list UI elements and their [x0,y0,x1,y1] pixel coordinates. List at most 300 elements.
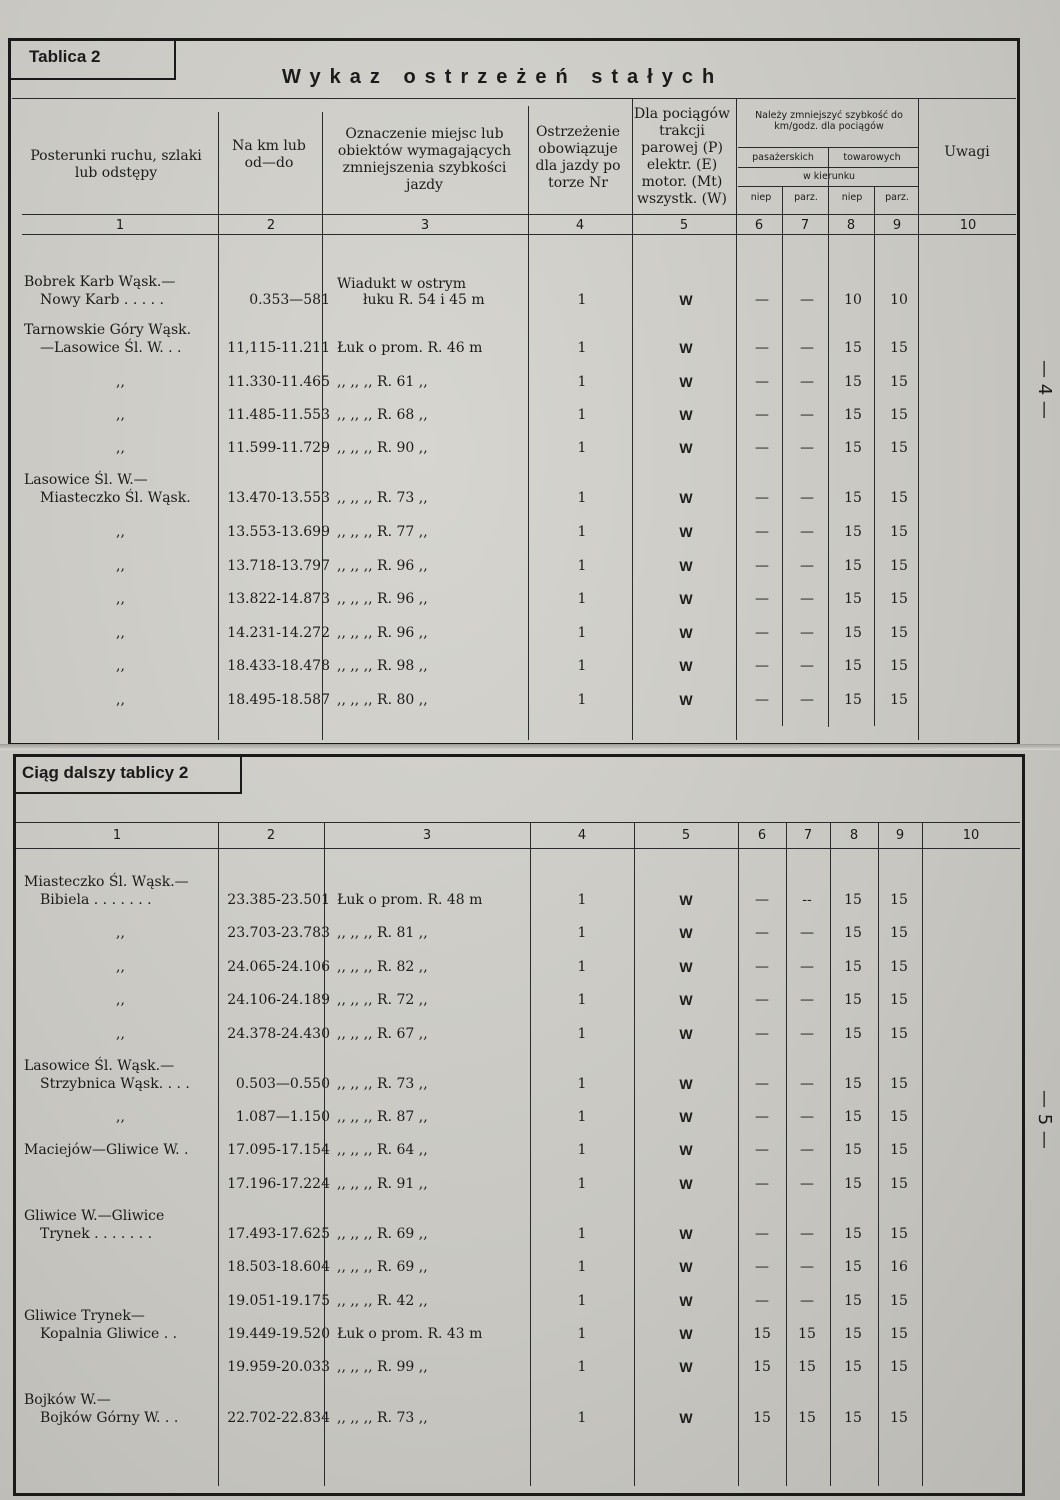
t1-num-5: 5 [679,218,689,233]
cell-post-line2: ,, [116,407,125,423]
hdr-col10: Uwagi [944,144,990,160]
cell-speed-9: 10 [890,292,908,308]
cell-traction: W [679,1259,693,1275]
hdr-speed-group: Należy zmniejszyć szybkość do km/godz. dla pociągów [755,110,903,132]
cell-track: 1 [577,1359,587,1375]
t2-num-10: 10 [962,828,980,843]
cell-track: 1 [577,1142,587,1158]
cell-speed-7: — [800,558,814,574]
cell-traction: W [679,1226,693,1242]
table-row [0,524,1060,552]
hdr-col5: Dla pociągów trakcji parowej (P) elektr. (E) motor. (Mt) wszystk. (W) [634,106,730,207]
t1-num-2: 2 [266,218,276,233]
hdr-parz-9: parz. [885,192,909,203]
table-row [0,1142,1060,1170]
table-row [0,1058,1060,1104]
cell-track: 1 [577,558,587,574]
cell-post-line2: Bojków Górny W. . . [40,1410,179,1426]
cell-speed-8: 15 [844,440,862,456]
cell-post-line1: Gliwice W.—Gliwice [24,1208,165,1224]
table-row [0,440,1060,468]
cell-speed-9: 15 [890,692,908,708]
cell-track: 1 [577,992,587,1008]
cell-speed-8: 15 [844,340,862,356]
table2-tag: Ciąg dalszy tablicy 2 [16,757,242,794]
cell-track: 1 [577,591,587,607]
cell-speed-9: 15 [890,1410,908,1426]
hdr-niep-8: niep [841,192,863,203]
cell-speed-9: 15 [890,374,908,390]
cell-speed-7: — [800,292,814,308]
cell-post-line1: Bobrek Karb Wąsk.— [24,274,176,290]
cell-track: 1 [577,292,587,308]
cell-speed-8: 15 [844,992,862,1008]
cell-traction: W [679,1142,693,1158]
t2-header-top-line [16,822,1020,823]
cell-km: 14.231-14.272 [227,625,330,641]
cell-speed-7: — [800,658,814,674]
cell-speed-9: 15 [890,558,908,574]
cell-speed-7: — [800,490,814,506]
cell-speed-9: 15 [890,959,908,975]
cell-speed-8: 15 [844,1293,862,1309]
hdr-freight: towarowych [843,152,901,163]
cell-traction: W [679,925,693,941]
t2-num-6: 6 [757,828,767,843]
cell-speed-8: 15 [844,1026,862,1042]
cell-speed-7: 15 [798,1410,816,1426]
cell-speed-9: 15 [890,1076,908,1092]
cell-km: 11.485-11.553 [227,407,330,423]
cell-track: 1 [577,1259,587,1275]
cell-speed-6: — [755,692,769,708]
cell-speed-6: — [755,1076,769,1092]
page-number-5: — 5 — [1034,1090,1055,1149]
cell-post-line2: Bibiela . . . . . . . [40,892,152,908]
cell-km: 19.051-19.175 [227,1293,330,1309]
table-row [0,591,1060,619]
cell-speed-7: — [800,407,814,423]
cell-km: 23.703-23.783 [227,925,330,941]
cell-traction: W [679,524,693,540]
hdr-niep-6: niep [750,192,772,203]
t2-num-9: 9 [895,828,905,843]
cell-speed-6: — [755,892,769,908]
cell-speed-6: — [755,591,769,607]
cell-post-line2: ,, [116,374,125,390]
cell-track: 1 [577,1109,587,1125]
cell-speed-8: 15 [844,1259,862,1275]
cell-speed-7: 15 [798,1326,816,1342]
cell-speed-9: 15 [890,490,908,506]
cell-track: 1 [577,1176,587,1192]
cell-speed-6: 15 [753,1359,771,1375]
cell-track: 1 [577,440,587,456]
cell-km: 13.822-14.873 [227,591,330,607]
cell-location: ,, ,, ,, R. 73 ,, [337,490,428,506]
cell-speed-8: 15 [844,658,862,674]
cell-traction: W [679,558,693,574]
table-row [0,1259,1060,1287]
cell-speed-9: 15 [890,1293,908,1309]
cell-km: 0.353—581 [249,292,330,308]
cell-location: ,, ,, ,, R. 64 ,, [337,1142,428,1158]
cell-km: 19.449-19.520 [227,1326,330,1342]
cell-traction: W [679,1109,693,1125]
cell-location: ,, ,, ,, R. 91 ,, [337,1176,428,1192]
cell-location: ,, ,, ,, R. 96 ,, [337,591,428,607]
cell-speed-9: 15 [890,1176,908,1192]
cell-speed-9: 15 [890,1359,908,1375]
cell-location: ,, ,, ,, R. 73 ,, [337,1410,428,1426]
t2-num-3: 3 [422,828,432,843]
cell-location: ,, ,, ,, R. 87 ,, [337,1109,428,1125]
cell-speed-6: — [755,524,769,540]
cell-speed-7: — [800,1259,814,1275]
cell-speed-9: 15 [890,1026,908,1042]
cell-speed-7: — [800,692,814,708]
cell-traction: W [679,1326,693,1342]
cell-speed-8: 15 [844,558,862,574]
cell-traction: W [679,692,693,708]
table-row [0,1109,1060,1137]
cell-km: 18.433-18.478 [227,658,330,674]
cell-speed-8: 15 [844,1076,862,1092]
cell-location: ,, ,, ,, R. 77 ,, [337,524,428,540]
cell-post-line2: Maciejów—Gliwice W. . [24,1142,189,1158]
table-row [0,1208,1060,1254]
cell-speed-8: 15 [844,1226,862,1242]
t2-num-1: 1 [112,828,122,843]
hdr-direction: w kierunku [803,171,855,182]
cell-traction: W [679,340,693,356]
page-number-4: — 4 — [1034,360,1055,419]
cell-post-line2: ,, [116,658,125,674]
cell-speed-9: 15 [890,524,908,540]
cell-track: 1 [577,374,587,390]
cell-location: ,, ,, ,, R. 99 ,, [337,1359,428,1375]
cell-traction: W [679,625,693,641]
cell-location: Wiadukt w ostrym [337,276,467,292]
t2-header-bottom-line [16,848,1020,849]
table1-title: Wykaz ostrzeżeń stałych [282,66,724,88]
cell-speed-8: 15 [844,692,862,708]
cell-post-line2: Nowy Karb . . . . . [40,292,164,308]
cell-km: 13.718-13.797 [227,558,330,574]
cell-track: 1 [577,1226,587,1242]
cell-speed-9: 15 [890,892,908,908]
cell-location: ,, ,, ,, R. 67 ,, [337,1026,428,1042]
cell-location: ,, ,, ,, R. 80 ,, [337,692,428,708]
cell-traction: W [679,1076,693,1092]
cell-traction: W [679,440,693,456]
cell-post-line1: Miasteczko Śl. Wąsk.— [24,874,189,890]
cell-speed-6: — [755,925,769,941]
cell-km: 19.959-20.033 [227,1359,330,1375]
t2-num-2: 2 [266,828,276,843]
cell-km: 17.493-17.625 [227,1226,330,1242]
cell-track: 1 [577,407,587,423]
cell-traction: W [679,292,693,308]
cell-speed-8: 15 [844,1326,862,1342]
cell-post-line1: Tarnowskie Góry Wąsk. [24,322,192,338]
cell-post-line2: Miasteczko Śl. Wąsk. [40,490,191,506]
cell-track: 1 [577,1293,587,1309]
cell-traction: W [679,959,693,975]
cell-speed-7: -- [802,892,812,908]
cell-location: ,, ,, ,, R. 73 ,, [337,1076,428,1092]
cell-post-line2: ,, [116,558,125,574]
hdr-col3: Oznaczenie miejsc lub obiektów wymagających zmniejszenia szybkości jazdy [337,126,512,193]
cell-traction: W [679,1026,693,1042]
t1-num-1: 1 [115,218,125,233]
cell-speed-8: 10 [844,292,862,308]
hdr-col1: Posterunki ruchu, szlaki lub odstępy [30,148,202,181]
cell-km: 24.065-24.106 [227,959,330,975]
table-row [0,1392,1060,1438]
cell-traction: W [679,490,693,506]
cell-speed-7: — [800,1076,814,1092]
cell-km: 1.087—1.150 [235,1109,330,1125]
hdr-col2: Na km lub od—do [232,138,306,171]
cell-speed-6: — [755,1259,769,1275]
table-row [0,407,1060,435]
cell-track: 1 [577,1326,587,1342]
table-row [0,558,1060,586]
t2-num-7: 7 [803,828,813,843]
cell-km: 24.378-24.430 [227,1026,330,1042]
cell-traction: W [679,1293,693,1309]
cell-traction: W [679,658,693,674]
cell-speed-8: 15 [844,1410,862,1426]
cell-traction: W [679,374,693,390]
cell-speed-8: 15 [844,1142,862,1158]
cell-track: 1 [577,625,587,641]
table-row [0,472,1060,518]
cell-track: 1 [577,892,587,908]
colnum-sep-line [22,234,1016,235]
cell-speed-8: 15 [844,625,862,641]
cell-speed-9: 15 [890,925,908,941]
cell-track: 1 [577,959,587,975]
t1-num-7: 7 [800,218,810,233]
cell-speed-7: — [800,1293,814,1309]
cell-speed-6: — [755,490,769,506]
cell-speed-7: — [800,440,814,456]
cell-post-line2: ,, [116,959,125,975]
cell-track: 1 [577,1410,587,1426]
cell-speed-9: 15 [890,625,908,641]
cell-speed-6: — [755,407,769,423]
t1-num-9: 9 [892,218,902,233]
table-row [0,959,1060,987]
cell-location: Łuk o prom. R. 48 m [337,892,483,908]
cell-speed-6: — [755,558,769,574]
cell-speed-6: — [755,292,769,308]
header-sep-line [22,214,1016,215]
table-row [0,625,1060,653]
hdr-parz-7: parz. [794,192,818,203]
table-row [0,1026,1060,1054]
cell-speed-9: 15 [890,340,908,356]
header-top-line [12,98,1016,99]
cell-speed-6: — [755,374,769,390]
cell-km: 11.599-11.729 [227,440,330,456]
cell-location: ,, ,, ,, R. 68 ,, [337,407,428,423]
cell-km: 17.196-17.224 [227,1176,330,1192]
cell-speed-8: 15 [844,374,862,390]
cell-location: ,, ,, ,, R. 96 ,, [337,625,428,641]
cell-location-line2: łuku R. 54 i 45 m [363,292,485,308]
t1-num-10: 10 [959,218,977,233]
cell-speed-6: — [755,992,769,1008]
cell-location: ,, ,, ,, R. 96 ,, [337,558,428,574]
cell-traction: W [679,1410,693,1426]
cell-speed-7: — [800,1142,814,1158]
cell-km: 18.503-18.604 [227,1259,330,1275]
cell-location: ,, ,, ,, R. 81 ,, [337,925,428,941]
cell-speed-6: 15 [753,1326,771,1342]
cell-location: ,, ,, ,, R. 69 ,, [337,1226,428,1242]
table-row [0,874,1060,920]
t2-num-4: 4 [577,828,587,843]
cell-speed-8: 15 [844,892,862,908]
hdr-pass: pasażerskich [752,152,814,163]
cell-track: 1 [577,1076,587,1092]
cell-speed-9: 15 [890,1142,908,1158]
cell-post-line2: ,, [116,1026,125,1042]
cell-speed-6: — [755,440,769,456]
cell-speed-7: — [800,524,814,540]
cell-track: 1 [577,524,587,540]
cell-location: Łuk o prom. R. 43 m [337,1326,483,1342]
cell-km: 0.503—0.550 [235,1076,330,1092]
cell-speed-8: 15 [844,490,862,506]
page-fold [0,744,1060,750]
cell-post-line2: Trynek . . . . . . . [40,1226,153,1242]
cell-speed-6: — [755,1176,769,1192]
cell-km: 23.385-23.501 [227,892,330,908]
cell-post-line1: Lasowice Śl. Wąsk.— [24,1058,175,1074]
cell-post-line2: ,, [116,524,125,540]
cell-speed-6: — [755,1293,769,1309]
cell-km: 13.553-13.699 [227,524,330,540]
cell-location: ,, ,, ,, R. 69 ,, [337,1259,428,1275]
table1-tag: Tablica 2 [11,41,176,80]
t1-num-3: 3 [420,218,430,233]
cell-post-line1: Bojków W.— [24,1392,111,1408]
cell-speed-6: — [755,1109,769,1125]
cell-speed-6: — [755,1142,769,1158]
table-row [0,1308,1060,1354]
cell-speed-7: — [800,959,814,975]
cell-speed-9: 15 [890,440,908,456]
cell-speed-8: 15 [844,1359,862,1375]
cell-speed-8: 15 [844,1176,862,1192]
table-row [0,1359,1060,1387]
cell-speed-8: 15 [844,407,862,423]
cell-traction: W [679,992,693,1008]
cell-location: ,, ,, ,, R. 90 ,, [337,440,428,456]
cell-speed-7: 15 [798,1359,816,1375]
cell-post-line2: —Lasowice Śl. W. . . [40,340,182,356]
cell-location: Łuk o prom. R. 46 m [337,340,483,356]
cell-post-line1: Lasowice Śl. W.— [24,472,148,488]
cell-track: 1 [577,925,587,941]
cell-km: 11,115-11.211 [227,340,330,356]
table-row [0,992,1060,1020]
cell-speed-6: — [755,959,769,975]
cell-speed-8: 15 [844,1109,862,1125]
cell-traction: W [679,407,693,423]
cell-post-line2: Strzybnica Wąsk. . . . [40,1076,190,1092]
table-row [0,374,1060,402]
table-row [0,322,1060,368]
cell-km: 13.470-13.553 [227,490,330,506]
cell-post-line2: ,, [116,625,125,641]
cell-speed-8: 15 [844,591,862,607]
table-row [0,1176,1060,1204]
cell-location: ,, ,, ,, R. 82 ,, [337,959,428,975]
cell-km: 17.095-17.154 [227,1142,330,1158]
cell-speed-8: 15 [844,925,862,941]
cell-post-line2: ,, [116,591,125,607]
cell-post-line2: ,, [116,925,125,941]
cell-speed-9: 15 [890,1109,908,1125]
cell-speed-7: — [800,374,814,390]
cell-speed-6: — [755,1026,769,1042]
cell-track: 1 [577,1026,587,1042]
table-row [0,925,1060,953]
cell-speed-7: — [800,1109,814,1125]
cell-traction: W [679,1176,693,1192]
cell-speed-6: — [755,1226,769,1242]
cell-post-line1: Gliwice Trynek— [24,1308,145,1324]
cell-km: 24.106-24.189 [227,992,330,1008]
t1-num-4: 4 [575,218,585,233]
cell-speed-9: 15 [890,407,908,423]
cell-track: 1 [577,658,587,674]
cell-post-line2: ,, [116,992,125,1008]
cell-speed-7: — [800,925,814,941]
cell-speed-7: — [800,340,814,356]
cell-speed-7: — [800,992,814,1008]
table-row [0,658,1060,686]
cell-speed-6: — [755,625,769,641]
cell-speed-7: — [800,1026,814,1042]
cell-speed-6: — [755,658,769,674]
t2-num-5: 5 [681,828,691,843]
cell-speed-8: 15 [844,959,862,975]
cell-traction: W [679,1359,693,1375]
cell-km: 22.702-22.834 [227,1410,330,1426]
t1-num-6: 6 [754,218,764,233]
cell-location: ,, ,, ,, R. 98 ,, [337,658,428,674]
table-row [0,692,1060,720]
cell-speed-7: — [800,1176,814,1192]
hdr-col4: Ostrzeżenie obowiązuje dla jazdy po torze Nr [535,124,621,191]
cell-traction: W [679,591,693,607]
cell-speed-9: 15 [890,1226,908,1242]
cell-traction: W [679,892,693,908]
cell-km: 11.330-11.465 [227,374,330,390]
cell-location: ,, ,, ,, R. 61 ,, [337,374,428,390]
cell-location: ,, ,, ,, R. 42 ,, [337,1293,428,1309]
cell-track: 1 [577,692,587,708]
cell-post-line2: ,, [116,440,125,456]
cell-track: 1 [577,340,587,356]
cell-post-line2: ,, [116,692,125,708]
